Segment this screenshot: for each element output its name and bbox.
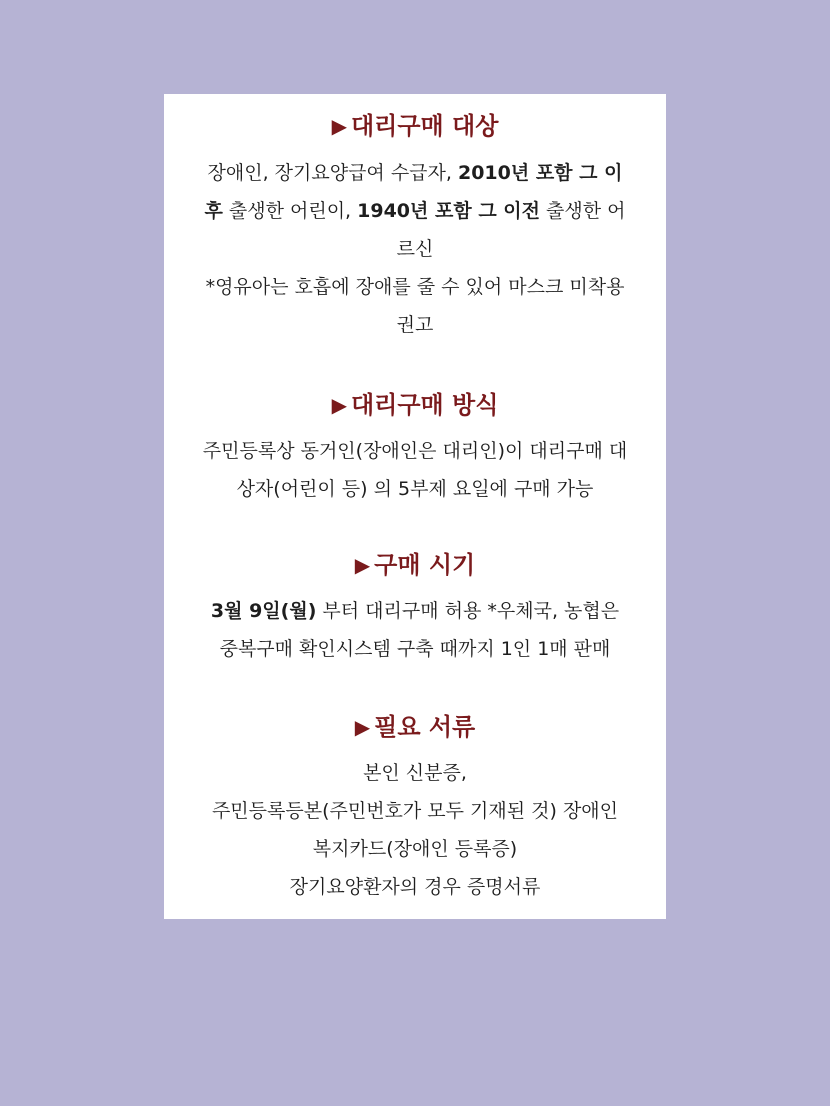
triangle-bullet-icon: ▶ bbox=[354, 553, 371, 577]
section-heading bbox=[164, 549, 666, 581]
text-line: 상자(어린이 등) 의 5부제 요일에 구매 가능 bbox=[236, 478, 594, 500]
text-line: 권고 bbox=[396, 314, 434, 336]
heading-text: 필요 서류 bbox=[374, 713, 476, 741]
info-card bbox=[164, 94, 666, 919]
section-method bbox=[164, 389, 666, 508]
text-line: 후 출생한 어린이, 1940년 포함 그 이전 출생한 어 bbox=[204, 200, 626, 222]
section-heading bbox=[164, 110, 666, 142]
section-body bbox=[164, 432, 666, 508]
heading-text: 대리구매 방식 bbox=[350, 391, 499, 419]
text-line: 장애인, 장기요양급여 수급자, 2010년 포함 그 이 bbox=[207, 162, 623, 184]
section-eligibility bbox=[164, 110, 666, 344]
text-line: 본인 신분증, bbox=[363, 762, 467, 784]
triangle-bullet-icon: ▶ bbox=[354, 715, 371, 739]
triangle-bullet-icon: ▶ bbox=[331, 114, 347, 138]
heading-text: 대리구매 대상 bbox=[350, 112, 499, 140]
section-heading bbox=[164, 711, 666, 743]
text-line: 주민등록등본(주민번호가 모두 기재된 것) 장애인 bbox=[211, 800, 619, 822]
text-line: 복지카드(장애인 등록증) bbox=[312, 838, 518, 860]
section-documents bbox=[164, 711, 666, 906]
section-body bbox=[164, 754, 666, 906]
heading-text: 구매 시기 bbox=[374, 551, 476, 579]
section-period bbox=[164, 549, 666, 668]
text-line: 장기요양환자의 경우 증명서류 bbox=[289, 876, 541, 898]
text-line: 중복구매 확인시스템 구축 때까지 1인 1매 판매 bbox=[219, 638, 611, 660]
text-line: 3월 9일(월) 부터 대리구매 허용 *우체국, 농협은 bbox=[210, 600, 620, 622]
section-heading bbox=[164, 389, 666, 421]
text-line: *영유아는 호흡에 장애를 줄 수 있어 마스크 미착용 bbox=[205, 276, 625, 298]
triangle-bullet-icon: ▶ bbox=[331, 393, 347, 417]
section-body bbox=[164, 154, 666, 344]
section-body bbox=[164, 592, 666, 668]
text-line: 주민등록상 동거인(장애인은 대리인)이 대리구매 대 bbox=[202, 440, 628, 462]
text-line: 르신 bbox=[396, 238, 434, 260]
